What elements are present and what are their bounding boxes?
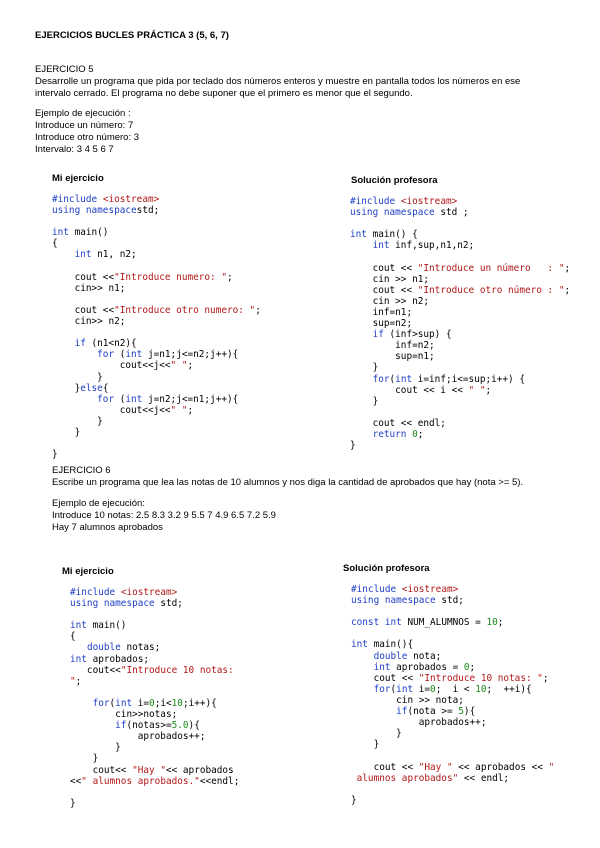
code-line: int n1, n2; xyxy=(74,249,137,261)
code-line: cout << "Introduce 10 notas: "; xyxy=(351,672,549,684)
code-line: cout << endl; xyxy=(350,417,446,429)
code-line: return 0; xyxy=(372,428,424,440)
code-line: inf=n1; xyxy=(350,306,413,318)
code-line: } xyxy=(70,742,121,754)
code-line: cin >> n2; xyxy=(350,295,430,307)
code-line: } xyxy=(52,449,58,461)
code-line: cout << "Hay " << aprobados << " xyxy=(351,761,555,773)
ej6-teacher-label: Solución profesora xyxy=(343,563,430,574)
code-line: int main(){ xyxy=(351,639,414,651)
code-line: cout<<j<<" "; xyxy=(52,404,194,416)
ej6-example-label: Ejemplo de ejecución: xyxy=(52,498,145,509)
code-line xyxy=(52,294,261,305)
code-line: }else{ xyxy=(52,382,109,394)
code-line xyxy=(70,609,239,620)
ej5-mine-code xyxy=(52,194,261,460)
code-line: cin>>notas; xyxy=(70,709,178,721)
code-line: #include <iostream> xyxy=(70,587,178,598)
code-line: #include <iostream> xyxy=(52,194,160,205)
code-line: <<" alumnos aprobados."<<endl; xyxy=(70,775,240,787)
code-line: } xyxy=(70,753,99,765)
ej5-example-line: Introduce un número: 7 xyxy=(35,120,134,131)
ej5-teacher-code xyxy=(350,196,570,451)
code-line: const int NUM_ALUMNOS = 10; xyxy=(351,617,504,629)
code-line: int main() { xyxy=(350,229,418,241)
code-line xyxy=(52,261,261,272)
code-line: cout <<"Introduce numero: "; xyxy=(52,271,233,283)
code-line xyxy=(350,218,570,229)
code-line: cout << i << " "; xyxy=(350,384,492,396)
code-line: sup=n2; xyxy=(350,318,413,330)
ej5-teacher-label: Solución profesora xyxy=(351,175,438,186)
ej6-example-line: Introduce 10 notas: 2.5 8.3 3.2 9 5.5 7 4.9 6.5 7.2 5.9 xyxy=(52,510,276,521)
code-line: if (n1<n2){ xyxy=(74,338,137,350)
code-line: cin >> n1; xyxy=(350,273,430,285)
code-line: aprobados++; xyxy=(70,731,206,743)
code-line: cout<<"Introduce 10 notas: xyxy=(70,664,234,676)
ej5-example-line: Introduce otro número: 3 xyxy=(35,132,140,143)
code-line: using namespacestd; xyxy=(52,205,160,217)
code-line: inf=n2; xyxy=(350,340,435,352)
code-line: } xyxy=(351,794,357,806)
code-line: using namespace std; xyxy=(351,595,464,607)
code-line: } xyxy=(350,440,356,452)
code-line xyxy=(351,606,554,617)
code-line: #include <iostream> xyxy=(350,196,458,207)
code-line: } xyxy=(70,797,76,809)
code-line: cin>> n2; xyxy=(52,316,126,328)
code-line xyxy=(70,787,239,798)
ej5-heading: EJERCICIO 5 xyxy=(35,64,94,75)
code-line xyxy=(52,438,261,449)
code-line: using namespace std; xyxy=(70,598,183,610)
code-line: } xyxy=(351,728,402,740)
code-line: #include <iostream> xyxy=(351,584,459,595)
code-line: int inf,sup,n1,n2; xyxy=(372,240,475,252)
code-line: cin>> n1; xyxy=(52,282,126,294)
code-line xyxy=(70,687,239,698)
code-line xyxy=(351,784,554,795)
code-line: for(int i=0;i<10;i++){ xyxy=(92,697,217,709)
code-line: } xyxy=(52,415,103,427)
ej5-description: Desarrolle un programa que pida por teclado dos números enteros y muestre en pantalla todos los números en ese intervalo cerrado. El programa no debe suponer que el primero es menor que el segundo. xyxy=(35,76,521,100)
code-line: using namespace std ; xyxy=(350,207,469,219)
code-line: } xyxy=(350,362,379,374)
code-line: int aprobados = 0; xyxy=(373,661,476,673)
code-line: int main() xyxy=(70,620,127,632)
code-line: } xyxy=(350,395,379,407)
code-line: sup=n1; xyxy=(350,351,435,363)
code-line: cout << "Introduce otro número : "; xyxy=(350,284,571,296)
code-line xyxy=(52,216,261,227)
code-line: cout<<j<<" "; xyxy=(52,360,194,372)
code-line: } xyxy=(351,739,380,751)
code-line xyxy=(351,750,554,761)
code-line: "; xyxy=(70,675,82,687)
code-line: int aprobados; xyxy=(70,653,150,665)
code-line: } xyxy=(52,426,81,438)
code-line: } xyxy=(52,371,103,383)
code-line: for(int i=0; i < 10; ++i){ xyxy=(373,683,532,695)
ej6-heading: EJERCICIO 6 xyxy=(52,465,111,476)
code-line xyxy=(350,407,570,418)
code-line: if (inf>sup) { xyxy=(372,329,452,341)
ej6-example-line: Hay 7 alumnos aprobados xyxy=(52,522,163,533)
code-line: int main() xyxy=(52,227,109,239)
ej5-example-line: Intervalo: 3 4 5 6 7 xyxy=(35,144,114,155)
code-line: cout <<"Introduce otro numero: "; xyxy=(52,304,261,316)
code-line: for(int i=inf;i<=sup;i++) { xyxy=(372,373,525,385)
code-line: double notas; xyxy=(86,642,161,654)
code-line: { xyxy=(70,631,76,643)
ej6-mine-label: Mi ejercicio xyxy=(62,566,114,577)
code-line: cout << "Introduce un número : "; xyxy=(350,262,571,274)
code-line: for (int j=n1;j<=n2;j++){ xyxy=(97,349,239,361)
code-line xyxy=(350,251,570,262)
ej6-mine-code xyxy=(70,587,239,809)
ej5-mine-label: Mi ejercicio xyxy=(52,173,104,184)
ej6-description: Escribe un programa que lea las notas de 10 alumnos y nos diga la cantidad de aprobados que hay (nota >= 5). xyxy=(52,477,524,488)
code-line: if(nota >= 5){ xyxy=(396,706,476,718)
code-line: double nota; xyxy=(373,650,442,662)
code-line: cin >> nota; xyxy=(351,694,464,706)
code-line: aprobados++; xyxy=(351,717,487,729)
ej5-example-label: Ejemplo de ejecución : xyxy=(35,108,131,119)
code-line xyxy=(351,628,554,639)
code-line: if(notas>=5.0){ xyxy=(115,720,200,732)
code-line: for (int j=n2;j<=n1;j++){ xyxy=(97,393,239,405)
code-line: { xyxy=(52,238,58,250)
code-line xyxy=(52,327,261,338)
code-line: cout<< "Hay "<< aprobados xyxy=(70,764,234,776)
document-title: EJERCICIOS BUCLES PRÁCTICA 3 (5, 6, 7) xyxy=(35,30,229,41)
code-line: alumnos aprobados" << endl; xyxy=(351,772,510,784)
ej6-teacher-code xyxy=(351,584,554,806)
